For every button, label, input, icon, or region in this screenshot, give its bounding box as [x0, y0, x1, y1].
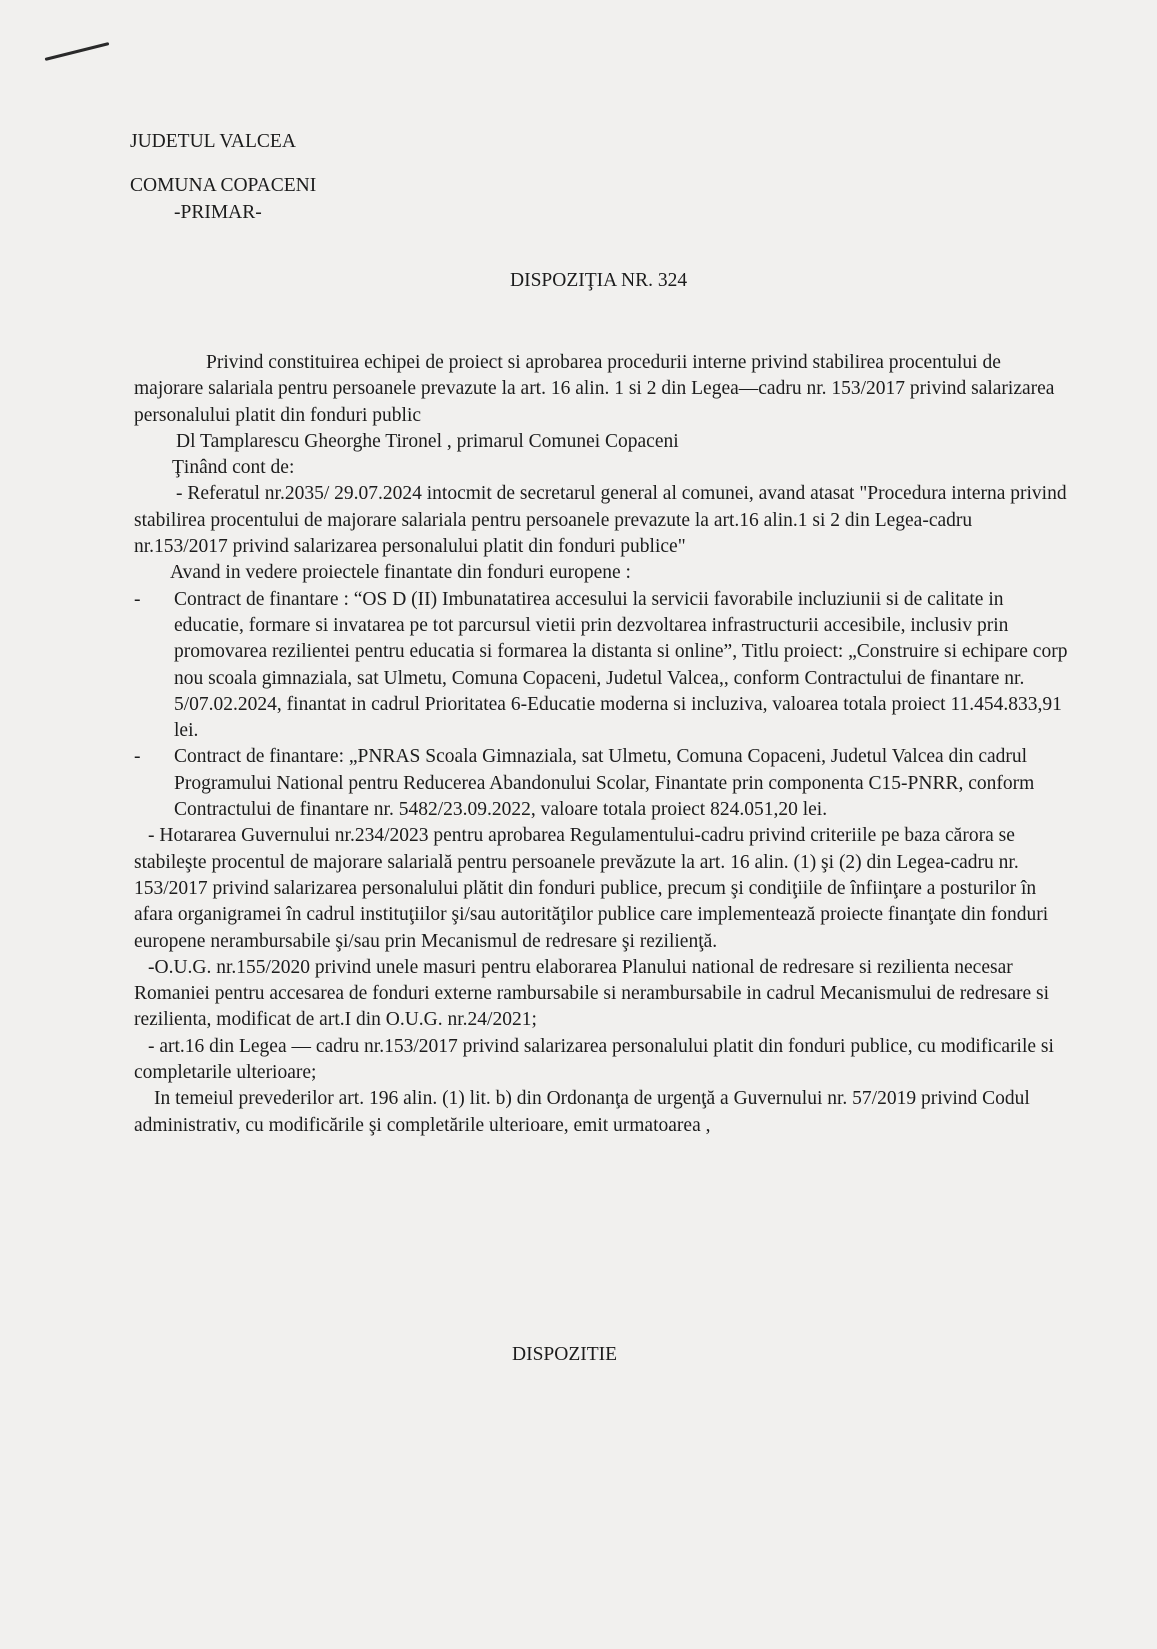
contract-1-item: [134, 587, 1068, 745]
oug-paragraph: -O.U.G. nr.155/2020 privind unele masuri pentru elaborarea Planului national de redresare si rezilienta necesar Romaniei pentru accesarea de fonduri externe rambursabile si nerambursabile in cadrul Mecanismului de redresare si rezilienta, modificat de art.I din O.U.G. nr.24/2021;: [134, 956, 1050, 1031]
document-title: DISPOZIŢIA NR. 324: [510, 270, 688, 291]
considering-line: Ţinând cont de:: [172, 457, 295, 479]
document-body: [134, 350, 1068, 1139]
contract-2-text: Contract de finantare: „PNRAS Scoala Gimnaziala, sat Ulmetu, Comuna Copaceni, Judetul Valcea din cadrul Programului National pentru Reducerea Abandonului Scolar, Finantate prin componenta C15-PNRR, conform Contractului de finantare nr. 5482/23.09.2022, valoare totala proiect 824.051,20 lei.: [174, 746, 1035, 821]
commune-name: COMUNA COPACENI: [130, 175, 317, 196]
mayor-line: Dl Tamplarescu Gheorghe Tironel , primarul Comunei Copaceni: [176, 430, 679, 452]
dash-bullet: -: [134, 746, 141, 768]
office-name: -PRIMAR-: [174, 202, 262, 223]
referat-text: - Referatul nr.2035/ 29.07.2024 intocmit de secretarul general al comunei, avand atasat "Procedura interna privind stabilirea procentului de majorare salariala pentru persoanele prevazute la art.16 alin.1 si 2 din Legea-cadru nr.153/2017 privind salarizarea personalului platit din fonduri publice": [134, 483, 1067, 558]
dash-bullet: -: [134, 588, 141, 610]
county-name: JUDETUL VALCEA: [130, 131, 296, 152]
referat-paragraph: [134, 481, 1068, 560]
contract-2-item: [134, 744, 1068, 823]
contract-1-text: Contract de finantare : “OS D (II) Imbunatatirea accesului la servicii favorabile incluziunii si de calitate in educatie, formare si invatarea pe tot parcursul vietii prin dezvoltarea infrastructurii accesibile, inclusiv prin promovarea rezilientei pentru educatia si formarea la distanta si online”, Titlu proiect: „Construire si echipare corp nou scoala gimnaziala, sat Ulmetu, Comuna Copaceni, Judetul Valcea,, conform Contractului de finantare nr. 5/07.02.2024, finantat in cadrul Prioritatea 6-Educatie moderna si incluziva, valoarea totala proiect 11.454.833,91 lei.: [174, 588, 1068, 742]
pen-stroke-mark: [45, 42, 110, 61]
legal-basis-paragraph: In temeiul prevederilor art. 196 alin. (1) lit. b) din Ordonanţa de urgenţă a Guvernului nr. 57/2019 privind Codul administrativ, cu modificările şi completările ulterioare, emit urmatoarea ,: [134, 1088, 1030, 1136]
dispozitie-heading: DISPOZITIE: [512, 1344, 618, 1365]
subject-paragraph: Privind constituirea echipei de proiect si aprobarea procedurii interne privind stabilirea procentului de majorare salariala pentru persoanele prevazute la art. 16 alin. 1 si 2 din Legea—cadru nr. 153/2017 privind salarizarea personalului platit din fonduri public: [134, 352, 1055, 426]
projects-intro: Avand in vedere proiectele finantate din fonduri europene :: [170, 562, 631, 584]
art16-paragraph: - art.16 din Legea — cadru nr.153/2017 privind salarizarea personalului platit din fonduri publice, cu modificarile si completarile ulterioare;: [134, 1035, 1054, 1084]
hg-paragraph: - Hotararea Guvernului nr.234/2023 pentru aprobarea Regulamentului-cadru privind criteriile pe baza cărora se stabileşte procentul de majorare salarială pentru persoanele prevăzute la art. 16 alin. (1) şi (2) din Legea-cadru nr. 153/2017 privind salarizarea personalului plătit din fonduri publice, precum şi condiţiile de înfiinţare a posturilor în afara organigramei în cadrul instituţiilor şi/sau autorităţilor publice care implementează proiecte finanţate din fonduri europene nerambursabile şi/sau prin Mecanismul de redresare şi rezilienţă.: [134, 825, 1049, 952]
